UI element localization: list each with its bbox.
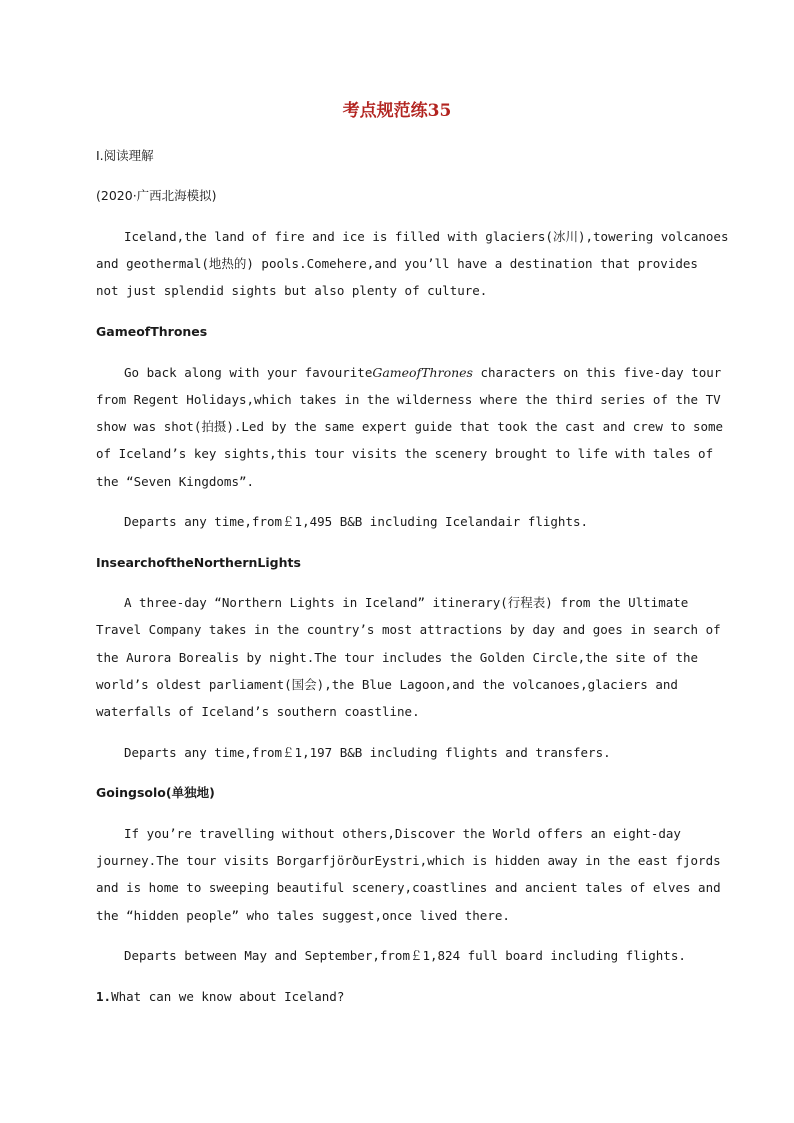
got-line-2: from Regent Holidays,which takes in the wilderness where the third series of the TV — [96, 392, 721, 407]
nl-line-5: waterfalls of Iceland’s southern coastline. — [96, 704, 420, 719]
got-departs: Departs any time,from￡1,495 B&B including Icelandair flights. — [124, 514, 589, 529]
solo-line-3: and is home to sweeping beautiful scenery,coastlines and ancient tales of elves and — [96, 880, 721, 895]
source-note: (2020·广西北海模拟) — [96, 188, 217, 203]
nl-line-1: A three-day “Northern Lights in Iceland” itinerary(行程表) from the Ultimate — [124, 595, 689, 610]
solo-line-4: the “hidden people” who tales suggest,once lived there. — [96, 908, 510, 923]
nl-line-4: world’s oldest parliament(国会),the Blue Lagoon,and the volcanoes,glaciers and — [96, 677, 678, 692]
got-line-4: of Iceland’s key sights,this tour visits the scenery brought to life with tales of — [96, 446, 714, 461]
got-line-1-pre: Go back along with your favourite — [124, 365, 373, 380]
question-1 — [96, 989, 696, 1005]
got-line-1-post: characters on this five-day tour — [472, 365, 722, 380]
got-title-italic: GameofThrones — [372, 365, 473, 380]
nl-departs: Departs any time,from￡1,197 B&B including flights and transfers. — [124, 745, 611, 760]
intro-line-3: not just splendid sights but also plenty of culture. — [96, 283, 488, 298]
question-number: 1. — [96, 989, 112, 1004]
nl-line-3: the Aurora Borealis by night.The tour includes the Golden Circle,the site of the — [96, 650, 699, 665]
nl-line-2: Travel Company takes in the country’s most attractions by day and goes in search of — [96, 622, 721, 637]
solo-departs: Departs between May and September,from￡1,824 full board including flights. — [124, 948, 686, 963]
page-title: 考点规范练35 — [342, 101, 452, 121]
got-line-5: the “Seven Kingdoms”. — [96, 474, 255, 489]
section-heading: Ⅰ.阅读理解 — [96, 148, 154, 163]
got-line-3: show was shot(拍摄).Led by the same expert guide that took the cast and crew to some — [96, 419, 724, 434]
intro-line-2: and geothermal(地热的) pools.Comehere,and you’ll have a destination that provides — [96, 256, 698, 271]
intro-line-1: Iceland,the land of fire and ice is filled with glaciers(冰川),towering volcanoes — [124, 229, 729, 244]
solo-line-2: journey.The tour visits BorgarfjörðurEystri,which is hidden away in the east fjords — [96, 853, 721, 868]
question-text: What can we know about Iceland? — [111, 989, 345, 1004]
got-heading: GameofThrones — [96, 324, 208, 339]
got-line-1 — [124, 365, 724, 381]
solo-heading: Goingsolo(单独地) — [96, 785, 215, 800]
solo-line-1: If you’re travelling without others,Discover the World offers an eight-day — [124, 826, 681, 841]
nl-heading: InsearchoftheNorthernLights — [96, 555, 301, 570]
